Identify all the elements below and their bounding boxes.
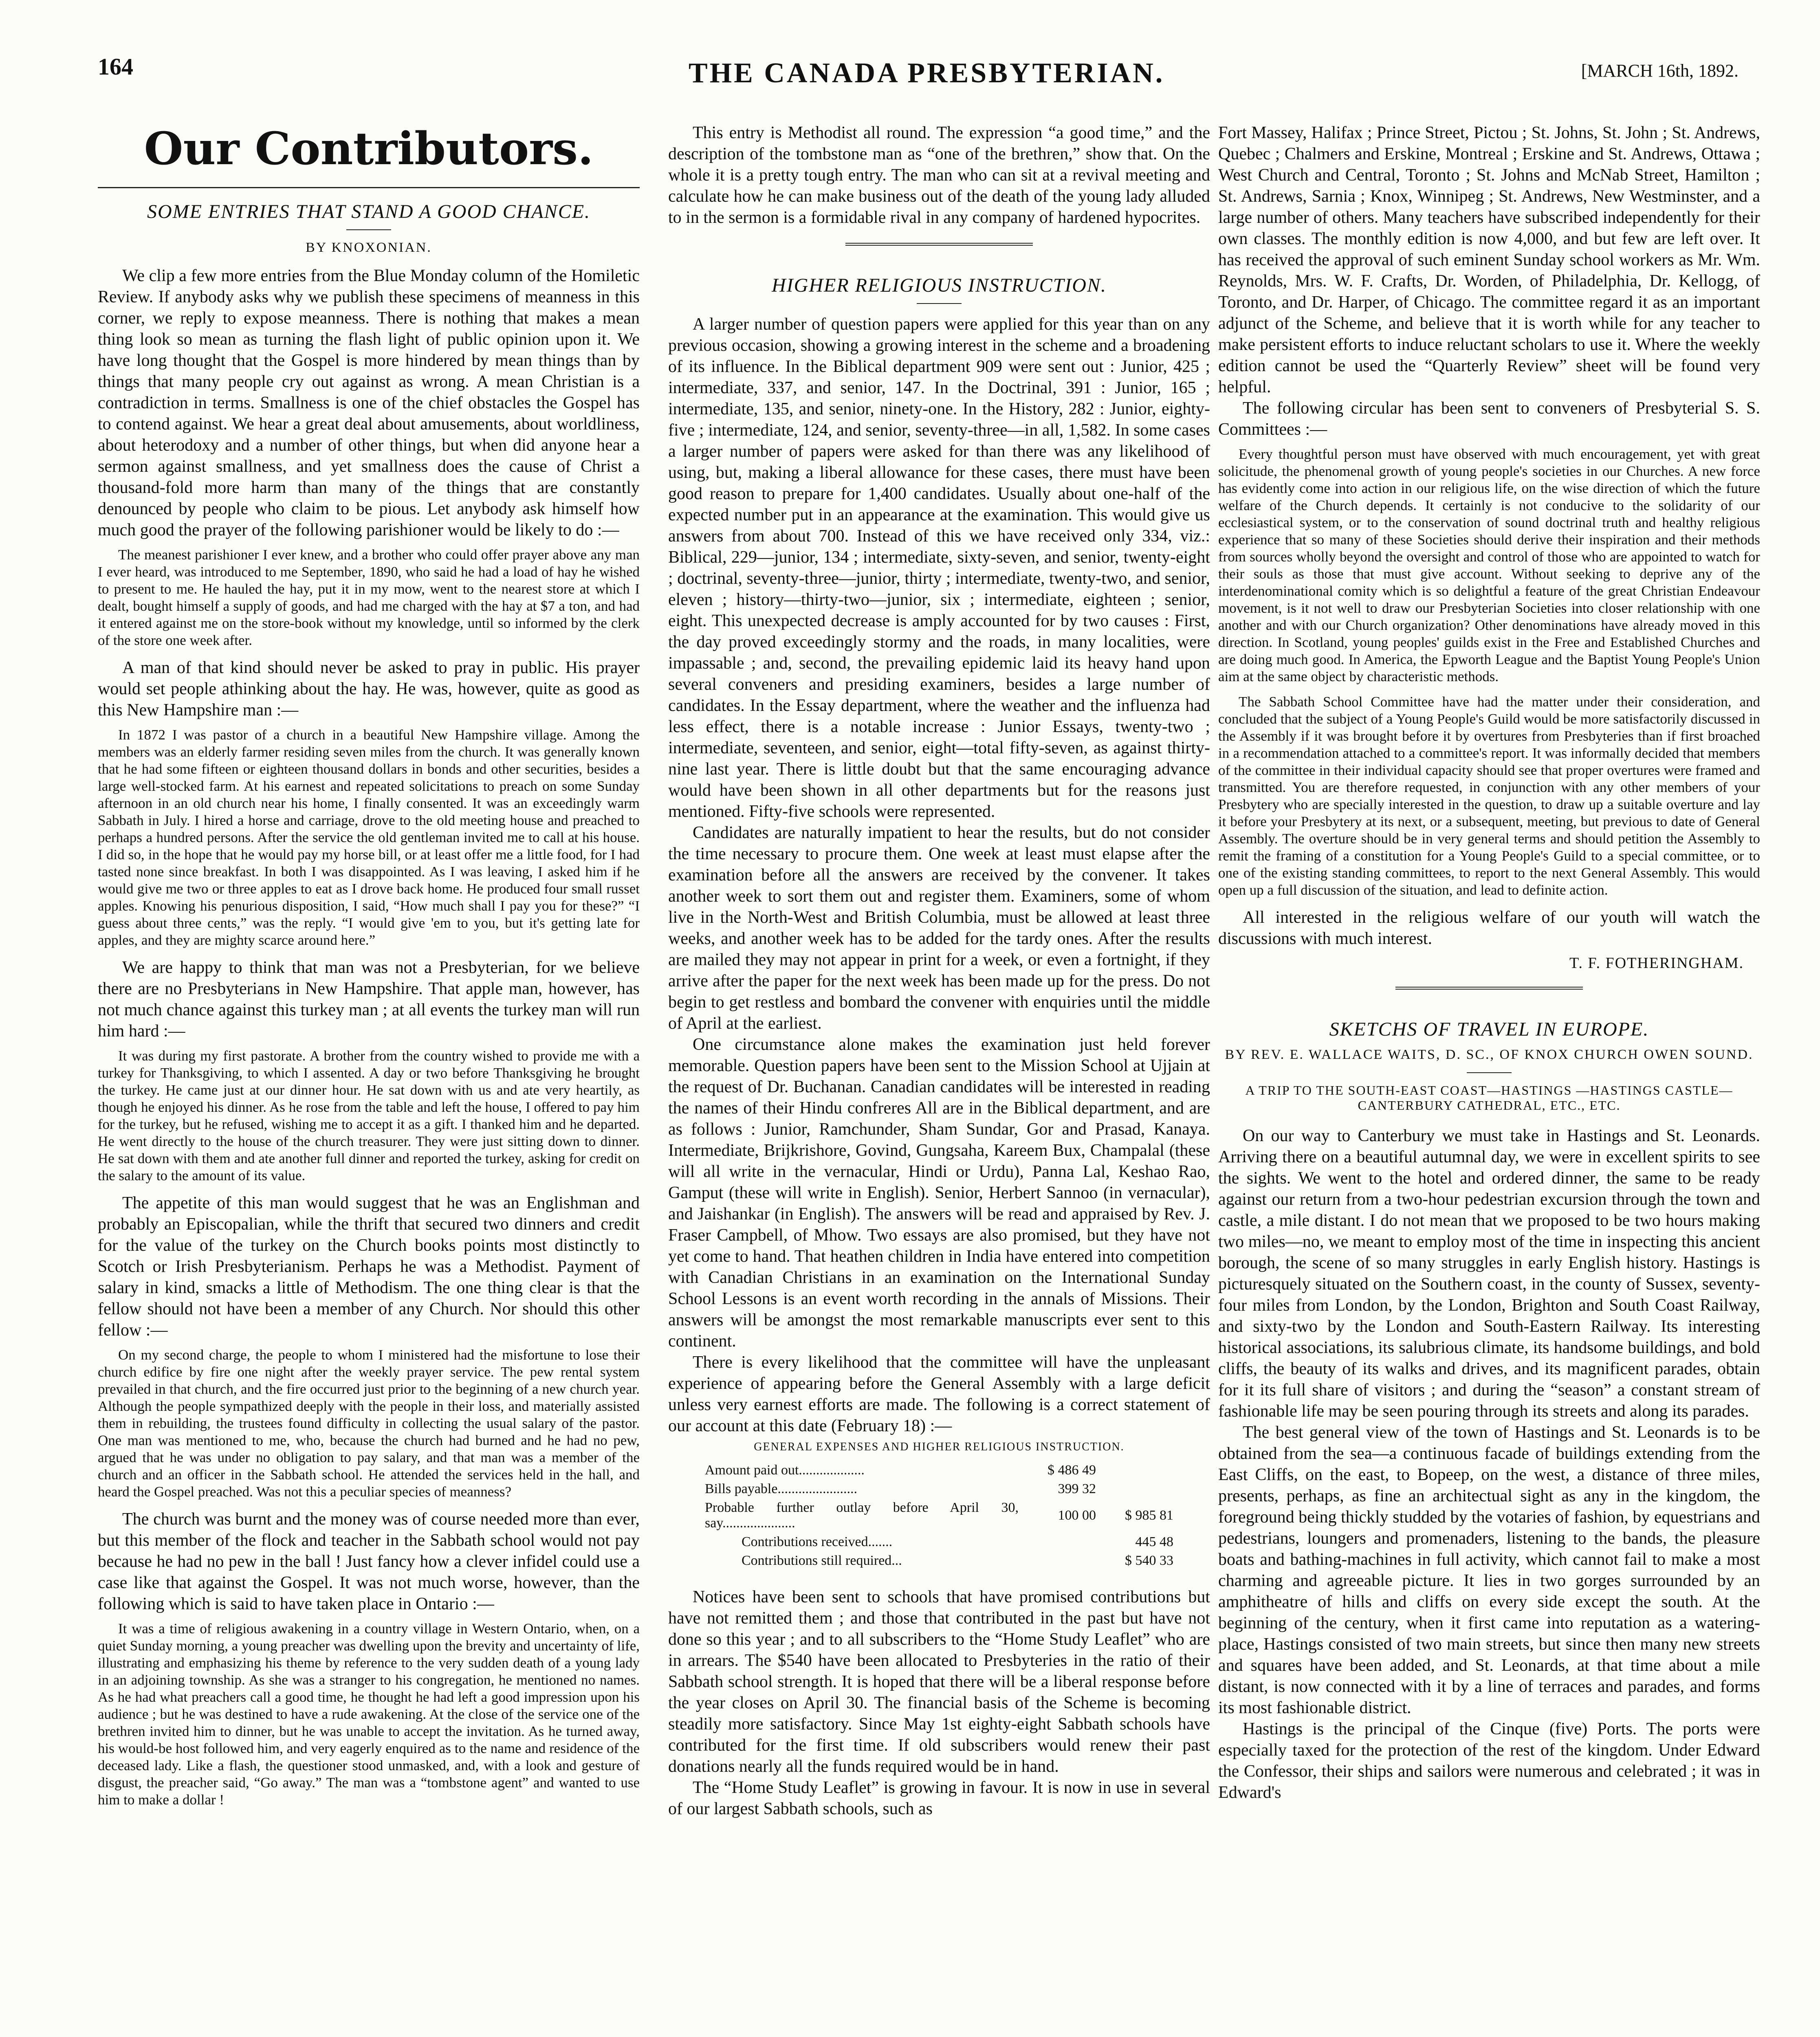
paragraph: The “Home Study Leaflet” is growing in favour. It is now in use in several of our largest Sabbath schools, such as [668, 1778, 1210, 1818]
row-value: $ 540 33 [1125, 1553, 1173, 1568]
divider [98, 187, 640, 188]
quoted-entry: It was a time of religious awakening in a country village in Western Ontario, when, on a quiet Sunday morning, a young preacher was dwelling upon the brevity and uncertainty of life, illustrating and emphasizing his theme by reference to the very sudden death of a young lady in an adjoining township. As she was a stranger to his congregation, he mentioned no names. As he had what preachers call a good time, he thought he had left a good impression upon his audience ; but he was destined to have a rude awakening. At the close of the service one of the brethren invited him to dinner, but he was unable to accept the invitation. As he turned away, his would-be host followed him, and very eagerly enquired as to the name and residence of the deceased lady. Like a flash, the questioner stood unmasked, and, with a look and gesture of disgust, the preacher said, “Go away.” The man was a “tombstone agent” and wanted to use him to make a dollar ! [98, 1621, 640, 1808]
paragraph: This entry is Methodist all round. The expression “a good time,” and the description of the tombstone man as “one of the brethren,” show that. On the whole it is a pretty tough entry. The man who can sit at a revival meeting and calculate how he can make business out of the death of the young lady alluded to in the sermon is a formidable rival in any company of hardened hypocrites. [668, 123, 1210, 227]
paragraph: Hastings is the principal of the Cinque (five) Ports. The ports were especially taxed for the protection of the rest of the kingdom. Under Edward the Confessor, their ships and sailors were numerous and celebrated ; it was in Edward's [1218, 1720, 1760, 1802]
paragraph: We are happy to think that man was not a Presbyterian, for we believe there are no Presbyterians in New Hampshire. That apple man, however, has not much chance against this turkey man ; at all events the turkey man will run him hard :— [98, 958, 640, 1040]
page-number: 164 [98, 53, 133, 80]
row-label: Contributions received....... [742, 1534, 893, 1549]
quoted-entry: The meanest parishioner I ever knew, and a brother who could offer prayer above any man I ever heard, was introduced to me September, 1890, who said he had a load of hay he wished to present to me. He hauled the hay, put it in my mow, went to the nearest store at which I dealt, bought himself a supply of goods, and had me charged with the hay at $7 a ton, and had it entered against me on the store-book without my knowledge, until so informed by the clerk of the store one week after. [98, 547, 640, 648]
divider [917, 303, 962, 304]
row-label: Probable further outlay before April 30, say..................... [705, 1500, 1019, 1531]
column-1 [98, 122, 640, 2037]
quoted-entry: It was during my first pastorate. A brother from the country wished to provide me with a turkey for Thanksgiving, to which I assented. A day or two before Thanksgiving he brought the turkey. He came just at our dinner hour. He sat down with us and ate very heartily, as though he enjoyed his dinner. As he rose from the table and left the house, I offered to pay him for the turkey, but he refused, wishing me to accept it as a gift. I thanked him and he departed. He went directly to the house of the church treasurer. They were just sitting down to dinner. He sat down with them and ate another full dinner and reported the turkey, asking for credit on the salary to the amount of its value. [98, 1048, 640, 1183]
quoted-entry: In 1872 I was pastor of a church in a beautiful New Hampshire village. Among the members was an elderly farmer residing seven miles from the church. It was generally known that he had some fifteen or eighteen thousand dollars in bonds and other securities, besides a large well-stocked farm. At his earnest and repeated solicitations to preach on some Sunday afternoon in an old church near his home, I finally consented. It was an exceedingly warm Sabbath in July. I hired a horse and carriage, drove to the old meeting house and preached to perhaps a hundred persons. After the service the old gentleman invited me to call at his house. I did so, in the hope that he would pay my horse bill, or at least offer me a little food, for I had tasted none since breakfast. In both I was disappointed. As I was leaving, I asked him if he would give me two or three apples to eat as I drove back home. He produced four small russet apples. Knowing his penurious disposition, I said, “How much shall I pay you for these?” “I guess about three cents,” was the reply. “I would give 'em to you, but it's getting late for apples, and they are mighty scarce around here.” [98, 727, 640, 948]
paragraph: There is every likelihood that the committee will have the unpleasant experience of appearing before the General Assembly with a large deficit unless very earnest efforts are made. The following is a correct statement of our account at this date (February 18) :— [668, 1353, 1210, 1435]
table-row [705, 1533, 1173, 1551]
row-value: 399 32 [1058, 1481, 1096, 1496]
paragraph: Fort Massey, Halifax ; Prince Street, Pictou ; St. Johns, St. John ; St. Andrews, Quebec ; Chalmers and Erskine, Montreal ; Erskine and St. Andrews, Ottawa ; West Church and Central, Toronto ; St. Johns and McNab Street, Hamilton ; St. Andrews, Sarnia ; Knox, Winnipeg ; St. Andrews, New Westminster, and a large number of others. Many teachers have subscribed independently for their own classes. The monthly edition is now 4,000, and but few are left over. It has received the approval of such eminent Sunday school workers as Mr. Wm. Reynolds, Mrs. W. F. Crafts, Dr. Worden, of Philadelphia, Dr. Kellogg, of Toronto, and Dr. Harper, of Chicago. The committee regard it as an important adjunct of the Scheme, and believe that it is worth while for any teacher to make persistent efforts to induce reluctant scholars to use it. Where the weekly edition cannot be used the “Quarterly Review” sheet will be found very helpful. [1218, 123, 1760, 396]
paragraph: A man of that kind should never be asked to pray in public. His prayer would set people athinking about the hay. He was, however, quite as good as this New Hampshire man :— [98, 658, 640, 719]
row-value: 445 48 [1135, 1534, 1173, 1549]
row-label: Amount paid out................... [705, 1463, 865, 1478]
circular-text: Every thoughtful person must have observed with much encouragement, yet with great solicitude, the phenomenal growth of young people's societies in our Churches. A new force has evidently come into action in our religious life, on the wise direction of which the future welfare of the Church depends. It certainly is not conducive to the solidarity of our ecclesiastical system, or to the conservation of sound doctrinal truth and healthy religious experience that so many of these Societies should derive their inspiration and their methods from sources wholly beyond the oversight and control of those who are appointed to watch for their souls as those that must give account. Without seeking to deprive any of the interdenominational comity which is so delightful a feature of the great Christian Endeavour movement, is it not well to draw our Presbyterian Societies into closer relationship with one another and with our Church organization? Other denominations have already moved in this direction. In Scotland, young peoples' guilds exist in the Free and Established Churches and are doing much good. In America, the Epworth League and the Baptist Young People's Union aim at the same object by characteristic methods. [1218, 446, 1760, 684]
ornamental-divider [845, 243, 1033, 246]
issue-date: [MARCH 16th, 1892. [1581, 61, 1739, 81]
paragraph: The best general view of the town of Hastings and St. Leonards is to be obtained from the sea—a continuous facade of buildings extending from the East Cliffs, on the east, to Bopeep, on the west, a distance of three miles, presents, perhaps, as fine an architectual sight as any in the kingdom, the foreground being thickly studded by the votaries of fashion, by equestrians and pedestrians, loungers and promenaders, listening to the bands, the pleasure boats and bathing-machines in full activity, which cannot fail to make a most charming and agreeable picture. It lies in two gorges surrounded by an amphitheatre of hills and cliffs on every side except the south. At the beginning of the century, when it first came into reputation as a watering-place, Hastings consisted of two main streets, but since then many new streets and squares have been added, and St. Leonards, at that time about a mile distant, is now connected with it by a line of terraces and parades, and forms its most fashionable district. [1218, 1423, 1760, 1717]
account-caption: GENERAL EXPENSES AND HIGHER RELIGIOUS INSTRUCTION. [754, 1441, 1125, 1453]
paragraph: We clip a few more entries from the Blue Monday column of the Homiletic Review. If anybody asks why we publish these specimens of meanness in this corner, we reply to expose meanness. There is nothing that makes a mean thing look so mean as turning the flash light of public opinion upon it. We have long thought that the Gospel is more hindered by mean things than by things that many people cry out against as wrong. A mean Christian is a contradiction in terms. Smallness is one of the chief obstacles the Gospel has to contend against. We hear a great deal about amusements, about worldliness, about heterodoxy and a number of other things, but when did anyone hear a sermon against smallness, and yet smallness does the cause of Christ a thousand-fold more harm than many of the things that are constantly denounced by people who claim to be pious. Let anybody ask himself how much good the prayer of the following parishioner would be likely to do :— [98, 266, 640, 539]
row-value: 100 00 [1058, 1508, 1096, 1523]
circular-text: The Sabbath School Committee have had the matter under their consideration, and concluded that the subject of a Young People's Guild would be more satisfactorily discussed in the Assembly if it was brought before it by overtures from Presbyteries than if first broached in a recommendation attached to a committee's report. It was informally decided that members of the committee in their individual capacity should see that proper overtures were framed and transmitted. You are therefore requested, in conjunction with any other members of your Presbytery who are specially interested in the question, to draw up a suitable overture and lay it before your Presbytery at its next, or a subsequent, meeting, but previous to date of General Assembly. The overture should be in very general terms and should petition the Assembly to remit the framing of a constitution for a Young People's Guild to a special committee, or to one of the existing standing committees, to report to the next General Assembly. This would open up a full discussion of the situation, and lead to definite action. [1218, 694, 1760, 898]
ornamental-divider [1395, 987, 1583, 990]
table-row [705, 1480, 1173, 1498]
column-3 [1218, 122, 1760, 2037]
paragraph: Candidates are naturally impatient to hear the results, but do not consider the time necessary to procure them. One week at least must elapse after the examination before all the answers are received by the convener. It takes another week to sort them out and register them. Examiners, some of whom live in the North-West and British Columbia, must be allowed at least three weeks, and another week has to be added for the tardy ones. After the results are mailed they may not appear in print for a week, or even a fortnight, if they arrive after the paper for the next week has been made up for the press. Do not begin to get restless and bombard the convener with enquiries until the middle of April at the earliest. [668, 823, 1210, 1033]
account-table [705, 1441, 1173, 1570]
article-byline: BY KNOXONIAN. [306, 240, 432, 255]
table-row [705, 1498, 1173, 1533]
paragraph: On our way to Canterbury we must take in Hastings and St. Leonards. Arriving there on a beautiful autumnal day, we were in excellent spirits to see the sights. We went to the hotel and ordered dinner, the same to be ready against our return from a two-hour pedestrian excursion through the town and castle, a mile distant. I do not mean that we proposed to be two hours making two miles—no, we meant to employ most of the time in inspecting this ancient borough, the scene of so many struggles in early English history. Hastings is picturesquely situated on the Southern coast, in the county of Sussex, seventy-four miles from London, by the London, Brighton and South Coast Railway, and sixty-two by the London and South-Eastern Railway. Its interesting historical associations, its salubrious climate, its handsome buildings, and bold cliffs, the beauty of its walks and drives, and its magnificent parades, obtain for it its full share of visitors ; and during the “season” a constant stream of fashionable life may be seen pouring through its streets and along its parades. [1218, 1126, 1760, 1421]
paragraph: Notices have been sent to schools that have promised contributions but have not remitted them ; and those that contributed in the past but have not done so this year ; and to all subscribers to the “Home Study Leaflet” who are in arrears. The $540 have been allocated to Presbyteries in the ratio of their Sabbath school strength. It is hoped that there will be a liberal response before the year closes on April 30. The financial basis of the Scheme is becoming steadily more satisfactory. Since May 1st eighty-eight Sabbath schools have contributed for the first time. If old subscribers would renew their past donations nearly all the funds required would be in hand. [668, 1588, 1210, 1776]
row-value: $ 486 49 [1048, 1463, 1096, 1478]
row-total: $ 985 81 [1125, 1508, 1173, 1523]
quoted-entry: On my second charge, the people to whom I ministered had the misfortune to lose their church edifice by fire one night after the weekly prayer service. The pew rental system prevailed in that church, and the fire occurred just prior to the beginning of a new church year. Although the people sympathized deeply with the people in their loss, and materially assisted them in rebuilding, the trustees found difficulty in collecting the usual salary of the pastor. One man was mentioned to me, who, because the church had burned and he had no pew, argued that he was under no obligation to pay salary, and that man was a member of the church and an officer in the Sabbath school. He attended the services held in the hall, and heard the Gospel preached. Was not this a peculiar species of meanness? [98, 1347, 640, 1500]
article-byline: BY REV. E. WALLACE WAITS, D. SC., OF KNOX CHURCH OWEN SOUND. [1225, 1047, 1754, 1062]
masthead [98, 53, 1739, 98]
article-subheading: A TRIP TO THE SOUTH-EAST COAST—HASTINGS —HASTINGS CASTLE—CANTERBURY CATHEDRAL, ETC., ETC. [1245, 1083, 1733, 1113]
divider [1467, 1072, 1512, 1073]
article-title: HIGHER RELIGIOUS INSTRUCTION. [772, 275, 1107, 296]
paragraph: The following circular has been sent to conveners of Presbyterial S. S. Committees :— [1218, 399, 1760, 439]
row-label: Contributions still required... [742, 1553, 902, 1568]
divider [346, 229, 391, 230]
section-heading: Our Contributors. [144, 122, 594, 175]
paragraph: All interested in the religious welfare of our youth will watch the discussions with much interest. [1218, 908, 1760, 948]
signature: T. F. FOTHERINGHAM. [1569, 955, 1744, 972]
paragraph: The appetite of this man would suggest that he was an Englishman and probably an Episcopalian, while the thrift that secured two dinners and credit for the value of the turkey on the Church books points most distinctly to Scotch or Irish Presbyterianism. Perhaps he was a Methodist. Payment of salary in kind, smacks a little of Methodism. The one thing clear is that the fellow should not have been a member of any Church. Nor should this other fellow :— [98, 1194, 640, 1340]
column-2 [668, 122, 1210, 2037]
row-label: Bills payable....................... [705, 1481, 857, 1496]
table-row [705, 1461, 1173, 1480]
paragraph: A larger number of question papers were applied for this year than on any previous occasion, showing a growing interest in the scheme and a broadening of its influence. In the Biblical department 909 were sent out : Junior, 425 ; intermediate, 337, and senior, 147. In the Doctrinal, 391 : Junior, 165 ; intermediate, 135, and senior, ninety-one. In the History, 282 : Junior, eighty-five ; intermediate, 124, and senior, seventy-three—in all, 1,582. In some cases a larger number of papers were asked for than there was any likelihood of using, but, making a liberal allowance for these cases, there must have been good reason to prepare for 1,400 candidates. Usually about one-half of the expected number put in an appearance at the examination. This would give us answers from about 700. Instead of this we have received only 334, viz.: Biblical, 229—junior, 134 ; intermediate, sixty-seven, and senior, twenty-eight ; doctrinal, seventy-three—junior, thirty ; intermediate, twenty-two, and senior, eleven ; history—thirty-two—junior, six ; intermediate, eighteen ; senior, eight. This unexpected decrease is amply accounted for by two causes : First, the day proved exceedingly stormy and the roads, in many localities, were impassable ; and, second, the prevailing epidemic laid its heavy hand upon several conveners and presiding examiners, besides a large number of candidates. In the Essay department, where the weather and the influenza had less effect, there is a notable increase : Junior Essays, twenty-two ; intermediate, seventeen, and senior, eight—total fifty-seven, as against thirty-nine last year. There is little doubt but that the same encouraging advance would have been shown in all other departments but for the reasons just mentioned. Fifty-five schools were represented. [668, 315, 1210, 821]
newspaper-title: THE CANADA PRESBYTERIAN. [689, 57, 1165, 89]
paragraph: The church was burnt and the money was of course needed more than ever, but this member of the flock and teacher in the Sabbath school would not pay because he had no pew in the ball ! Just fancy how a clever infidel could use a case like that against the Gospel. It was not much worse, however, than the following which is said to have taken place in Ontario :— [98, 1510, 640, 1613]
article-title: SKETCHS OF TRAVEL IN EUROPE. [1329, 1018, 1649, 1040]
paragraph: One circumstance alone makes the examination just held forever memorable. Question papers have been sent to the Mission School at Ujjain at the request of Dr. Buchanan. Canadian candidates will be interested in reading the names of their Hindu confreres All are in the Biblical department, and are as follows : Junior, Ramchunder, Sham Sundar, Gor and Prasad, Kanaya. Intermediate, Brijkrishore, Govind, Gungsaha, Kareem Bux, Champalal (these will all write in the vernacular, Hindi or Urdu), Panna Lal, Keshao Rao, Gamput (these will write in English). Senior, Herbert Sannoo (in vernacular), and Jaishankar (in English). The answers will be read and appraised by Rev. J. Fraser Campbell, of Mhow. Two essays are also promised, but they have not yet come to hand. That heathen children in India have entered into competition with Canadian Christians in an examination on the International Sunday School Lessons is an event worth recording in the annals of Missions. Their answers will be amongst the most remarkable manuscripts ever sent to this continent. [668, 1035, 1210, 1351]
table-row [705, 1551, 1173, 1570]
article-title: SOME ENTRIES THAT STAND A GOOD CHANCE. [147, 201, 591, 222]
